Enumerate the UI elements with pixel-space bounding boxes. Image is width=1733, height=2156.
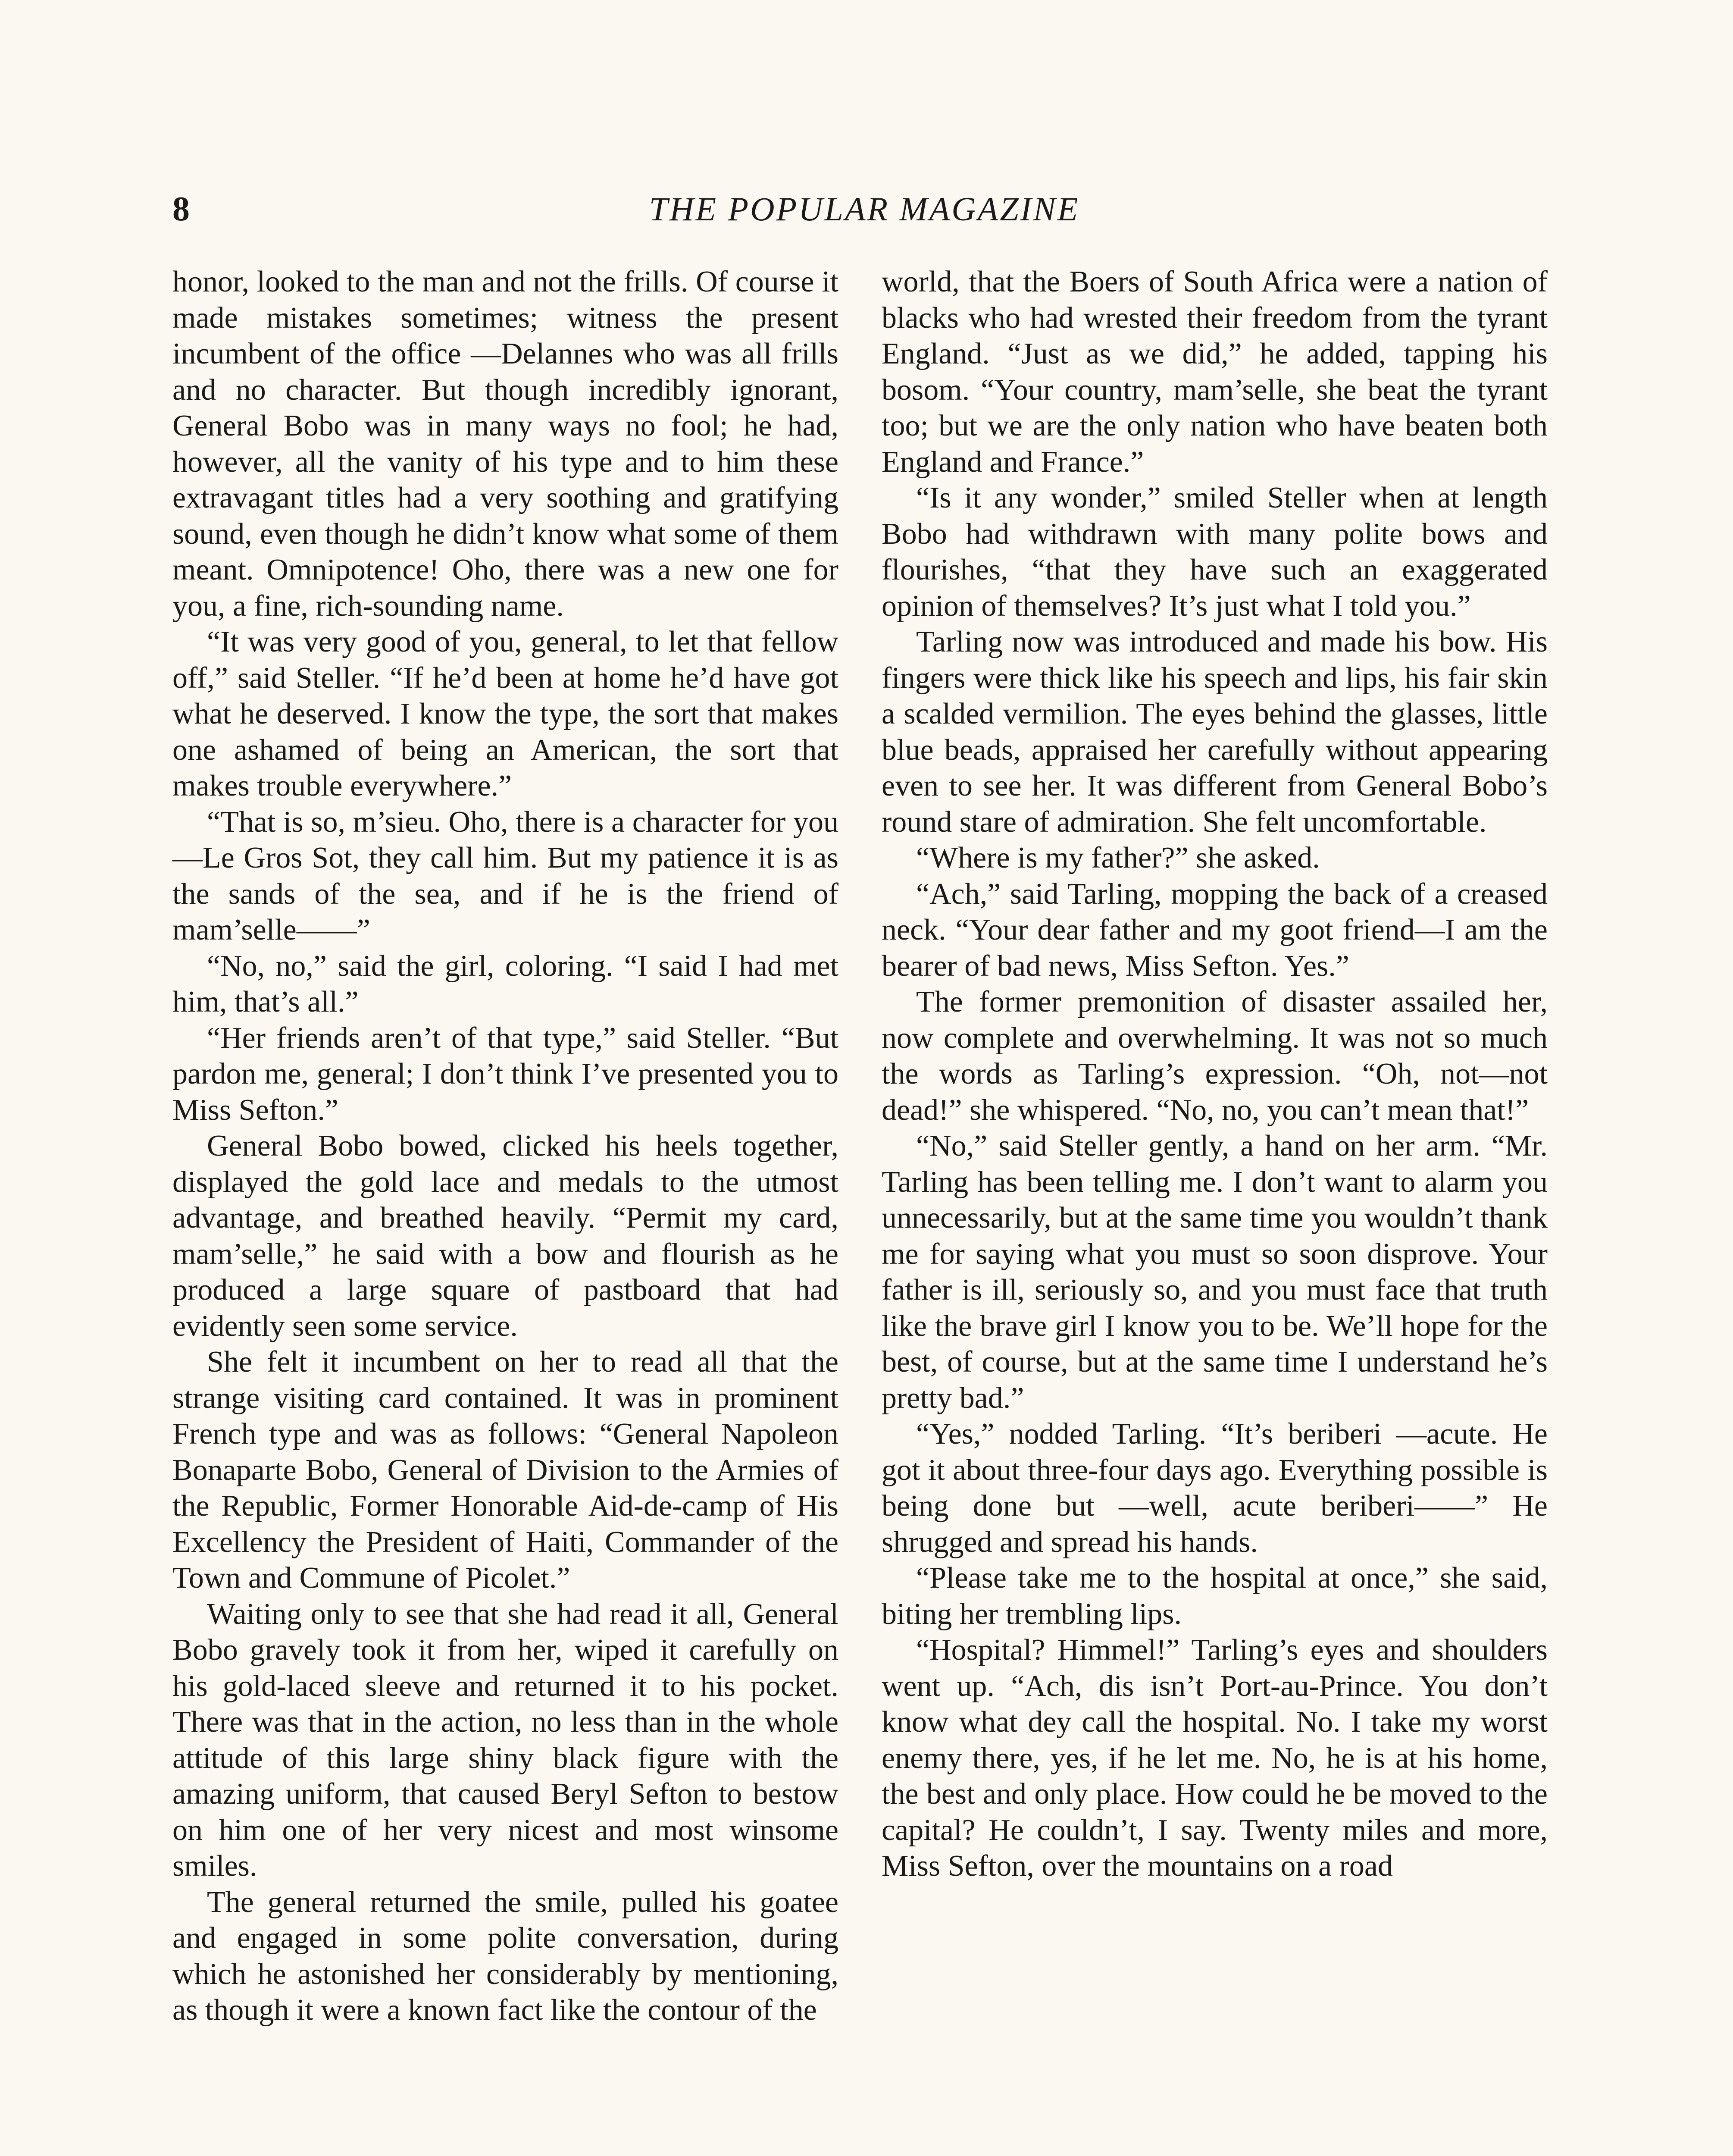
paragraph: The former premonition of disaster assailed her, now complete and overwhelming. It was not so much the words as Tarling’s expression. “Oh, not—not dead!” she whispered. “No, no, you can’t mean that!” (882, 985, 1548, 1127)
paragraph: world, that the Boers of South Africa were a nation of blacks who had wrested their freedom from the tyrant England. “Just as we did,” he added, tapping his bosom. “Your country, mam’selle, she beat the tyrant too; but we are the only nation who have beaten both England and France.” (882, 265, 1548, 479)
paragraph: “Her friends aren’t of that type,” said Steller. “But pardon me, general; I don’t think I’ve presented you to Miss Sefton.” (172, 1021, 838, 1127)
paragraph: The general returned the smile, pulled his goatee and engaged in some polite conversation, during which he astonished her considerably by mentioning, as though it were a known fact like the contour of the (172, 1885, 838, 2027)
paragraph: She felt it incumbent on her to read all that the strange visiting card contained. It was in prominent French type and was as follows: “General Napoleon Bonaparte Bobo, General of Division to the Armies of the Republic, Former Honorable Aid-de-camp of His Excellency the President of Haiti, Commander of the Town and Commune of Picolet.” (172, 1345, 838, 1595)
paragraph: “Is it any wonder,” smiled Steller when at length Bobo had withdrawn with many polite bows and flourishes, “that they have such an exaggerated opinion of themselves? It’s just what I told you.” (882, 481, 1548, 623)
paragraph: Waiting only to see that she had read it all, General Bobo gravely took it from her, wiped it carefully on his gold-laced sleeve and returned it to his pocket. There was that in the action, no less than in the whole attitude of this large shiny black figure with the amazing uniform, that caused Beryl Sefton to bestow on him one of her very nicest and most winsome smiles. (172, 1597, 838, 1883)
paragraph: “No,” said Steller gently, a hand on her arm. “Mr. Tarling has been telling me. I don’t want to alarm you unnecessarily, but at the same time you wouldn’t thank me for saying what you must so soon disprove. Your father is ill, seriously so, and you must face that truth like the brave girl I know you to be. We’ll hope for the best, of course, but at the same time I understand he’s pretty bad.” (882, 1129, 1548, 1415)
paragraph: “Ach,” said Tarling, mopping the back of a creased neck. “Your dear father and my goot friend—I am the bearer of bad news, Miss Sefton. Yes.” (882, 877, 1548, 983)
paragraph: Tarling now was introduced and made his bow. His fingers were thick like his speech and lips, his fair skin a scalded vermilion. The eyes behind the glasses, little blue beads, appraised her carefully without appearing even to see her. It was different from General Bobo’s round stare of admiration. She felt uncomfortable. (882, 625, 1548, 839)
paragraph: “It was very good of you, general, to let that fellow off,” said Steller. “If he’d been at home he’d have got what he deserved. I know the type, the sort that makes one ashamed of being an American, the sort that makes trouble everywhere.” (172, 625, 838, 802)
running-title: THE POPULAR MAGAZINE (649, 190, 1080, 228)
paragraph: “Please take me to the hospital at once,” she said, biting her trembling lips. (882, 1561, 1548, 1631)
left-column (172, 264, 838, 2028)
paragraph: “That is so, m’sieu. Oho, there is a character for you—Le Gros Sot, they call him. But my patience it is as the sands of the sea, and if he is the friend of mam’selle——” (172, 805, 838, 946)
paragraph: “No, no,” said the girl, coloring. “I said I had met him, that’s all.” (172, 949, 838, 1018)
paragraph: honor, looked to the man and not the frills. Of course it made mistakes sometimes; witness the present incumbent of the office —Delannes who was all frills and no character. But though incredibly ignorant, General Bobo was in many ways no fool; he had, however, all the vanity of his type and to him these extravagant titles had a very soothing and gratifying sound, even though he didn’t know what some of them meant. Omnipotence! Oho, there was a new one for you, a fine, rich-sounding name. (172, 265, 838, 623)
paragraph: “Hospital? Himmel!” Tarling’s eyes and shoulders went up. “Ach, dis isn’t Port-au-Prince. You don’t know what dey call the hospital. No. I take my worst enemy there, yes, if he let me. No, he is at his home, the best and only place. How could he be moved to the capital? He couldn’t, I say. Twenty miles and more, Miss Sefton, over the mountains on a road (882, 1633, 1548, 1883)
paragraph: General Bobo bowed, clicked his heels together, displayed the gold lace and medals to the utmost advantage, and breathed heavily. “Permit my card, mam’selle,” he said with a bow and flourish as he produced a large square of pastboard that had evidently seen some service. (172, 1129, 838, 1343)
paragraph: “Where is my father?” she asked. (916, 841, 1320, 874)
page-header (172, 190, 1556, 237)
right-column (882, 264, 1548, 1884)
page-number: 8 (172, 190, 190, 228)
paragraph: “Yes,” nodded Tarling. “It’s beriberi —acute. He got it about three-four days ago. Everything possible is being done but —well, acute beriberi——” He shrugged and spread his hands. (882, 1417, 1548, 1559)
